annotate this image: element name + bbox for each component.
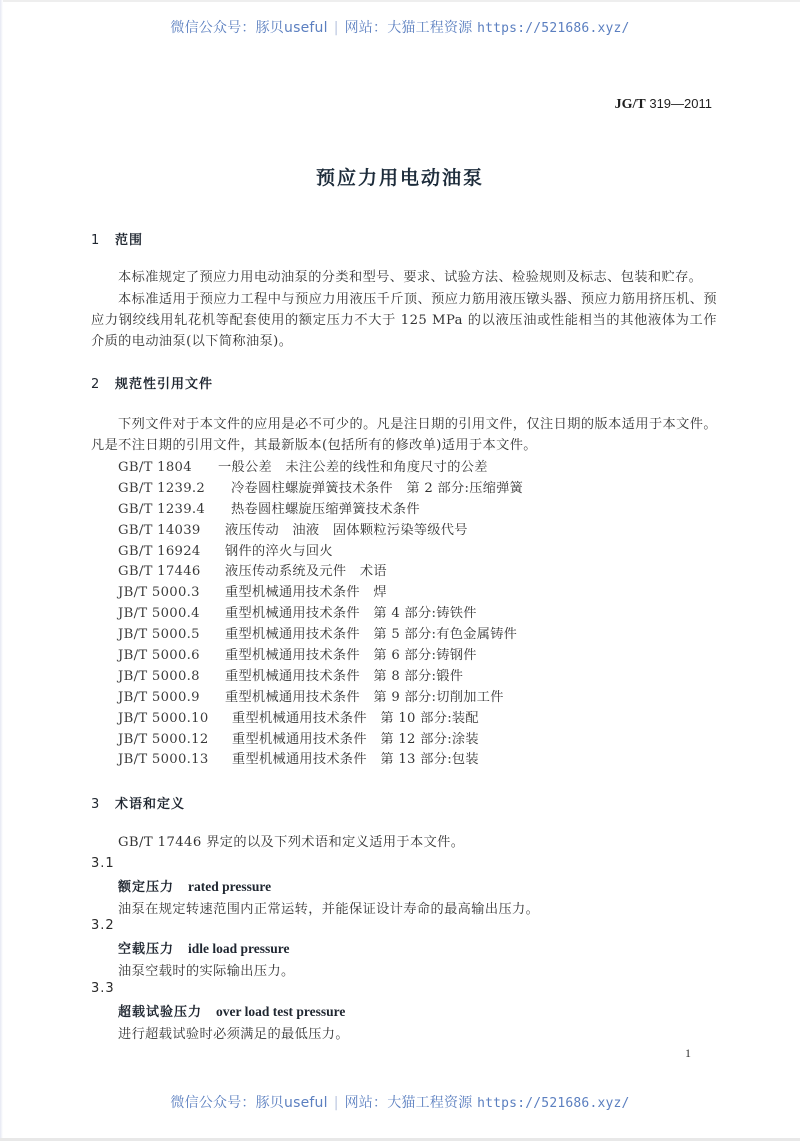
clause-number: 3.1 [91,856,115,871]
section-1-paragraph-1 [91,267,717,288]
paragraph-text: 下列文件对于本文件的应用是必不可少的。凡是注日期的引用文件，仅注日期的版本适用于本文件。凡是不注日期的引用文件，其最新版本(包括所有的修改单)适用于本文件。 [91,417,717,453]
watermark-url[interactable]: https://521686.xyz/ [477,21,630,36]
paragraph-text: GB/T 17446 界定的以及下列术语和定义适用于本文件。 [118,835,465,850]
section-3-intro [91,832,717,853]
reference-title: 重型机械通用技术条件 第 9 部分:切削加工件 [225,689,504,705]
section-number: 3 [91,797,101,812]
section-number: 1 [91,233,101,248]
term-zh: 额定压力 [118,880,175,895]
term-en: idle load pressure [188,941,290,956]
reference-item [118,730,523,751]
reference-item [118,750,523,771]
reference-item [118,604,523,625]
section-title: 规范性引用文件 [115,377,214,392]
document-title: 预应力用电动油泵 [315,167,484,189]
reference-code: GB/T 1239.2 [118,480,206,496]
section-1-heading [91,229,143,248]
reference-title: 重型机械通用技术条件 第 4 部分:铸铁件 [225,606,477,622]
reference-code: JB/T 5000.5 [118,627,200,643]
term-zh: 空载压力 [118,942,175,957]
section-1-paragraph-2 [91,289,717,352]
reference-item [118,500,523,521]
reference-title: 冷卷圆柱螺旋弹簧技术条件 第 2 部分:压缩弹簧 [231,480,524,496]
watermark-url[interactable]: https://521686.xyz/ [477,1096,630,1111]
section-number: 2 [91,377,101,392]
reference-code: JB/T 5000.10 [118,710,209,726]
reference-title: 重型机械通用技术条件 第 12 部分:涂装 [232,731,479,747]
term-en: over load test pressure [216,1004,346,1019]
reference-code: JB/T 5000.6 [118,648,200,664]
reference-code: JB/T 5000.3 [118,585,200,601]
reference-code: JB/T 5000.8 [118,668,200,684]
reference-code: JB/T 5000.4 [118,606,200,622]
watermark-bottom [0,1092,800,1112]
reference-item [118,521,523,542]
clause-number: 3.2 [91,918,115,933]
clause-number: 3.3 [91,981,115,996]
watermark-site: 网站：大猫工程资源 [344,20,473,36]
reference-code: GB/T 17446 [118,564,201,580]
watermark-site: 网站：大猫工程资源 [344,1095,473,1111]
term-definition: 油泵空载时的实际输出压力。 [118,964,295,979]
reference-code: GB/T 1239.4 [118,501,206,517]
reference-code: JB/T 5000.12 [118,731,209,747]
reference-title: 重型机械通用技术条件 第 8 部分:锻件 [225,668,464,684]
watermark-wechat: 微信公众号：豚贝useful [170,1095,328,1111]
section-3-heading [91,793,185,812]
term-zh: 超载试验压力 [118,1005,203,1020]
reference-item [118,562,523,583]
standard-prefix: JG/T [614,97,646,112]
reference-code: JB/T 5000.13 [118,752,209,768]
reference-title: 液压传动系统及元件 术语 [225,564,387,580]
reference-title: 重型机械通用技术条件 第 10 部分:装配 [232,710,479,726]
section-title: 范围 [115,233,144,248]
reference-item [118,583,523,604]
reference-title: 重型机械通用技术条件 第 5 部分:有色金属铸件 [225,627,518,643]
watermark-wechat: 微信公众号：豚贝useful [170,20,328,36]
page-edge-top [0,0,800,2]
reference-list [118,458,523,771]
paragraph-text: 本标准规定了预应力用电动油泵的分类和型号、要求、试验方法、检验规则及标志、包装和贮存。 [118,270,703,285]
section-2-heading [91,373,213,392]
reference-title: 重型机械通用技术条件 第 6 部分:铸钢件 [225,648,477,664]
term-heading [118,938,290,957]
term-heading [118,1001,345,1020]
watermark-top [0,17,800,37]
reference-item [118,542,523,563]
reference-code: GB/T 14039 [118,522,201,538]
term-definition: 进行超载试验时必须满足的最低压力。 [118,1027,349,1042]
section-2-intro [91,414,717,456]
reference-item [118,479,523,500]
reference-item [118,688,523,709]
section-title: 术语和定义 [115,797,186,812]
reference-item [118,709,523,730]
reference-code: GB/T 16924 [118,543,201,559]
reference-item [118,667,523,688]
reference-item [118,625,523,646]
watermark-separator: | [333,1095,339,1111]
reference-code: GB/T 1804 [118,460,192,475]
reference-title: 钢件的淬火与回火 [225,543,333,559]
watermark-separator: | [333,20,339,36]
term-definition: 油泵在规定转速范围内正常运转，并能保证设计寿命的最高输出压力。 [118,902,540,917]
paragraph-text: 本标准适用于预应力工程中与预应力用液压千斤顶、预应力筋用液压镦头器、预应力筋用挤压机、预应力钢绞线用轧花机等配套使用的额定压力不大于 125 MPa 的以液压油或性能相当的其他液体为工作介质的电动油泵(以下简称油泵)。 [91,292,717,349]
term-en: rated pressure [188,879,272,894]
reference-title: 一般公差 未注公差的线性和角度尺寸的公差 [218,460,488,475]
reference-item [118,646,523,667]
reference-title: 重型机械通用技术条件 第 13 部分:包装 [232,752,479,768]
reference-title: 重型机械通用技术条件 焊 [225,585,387,601]
reference-title: 液压传动 油液 固体颗粒污染等级代号 [225,522,468,538]
reference-code: JB/T 5000.9 [118,689,200,705]
page-number: 1 [685,1046,691,1060]
standard-number: 319—2011 [649,96,712,111]
reference-item [118,458,523,479]
term-heading [118,876,271,895]
standard-code [615,96,712,113]
reference-title: 热卷圆柱螺旋压缩弹簧技术条件 [231,501,420,517]
